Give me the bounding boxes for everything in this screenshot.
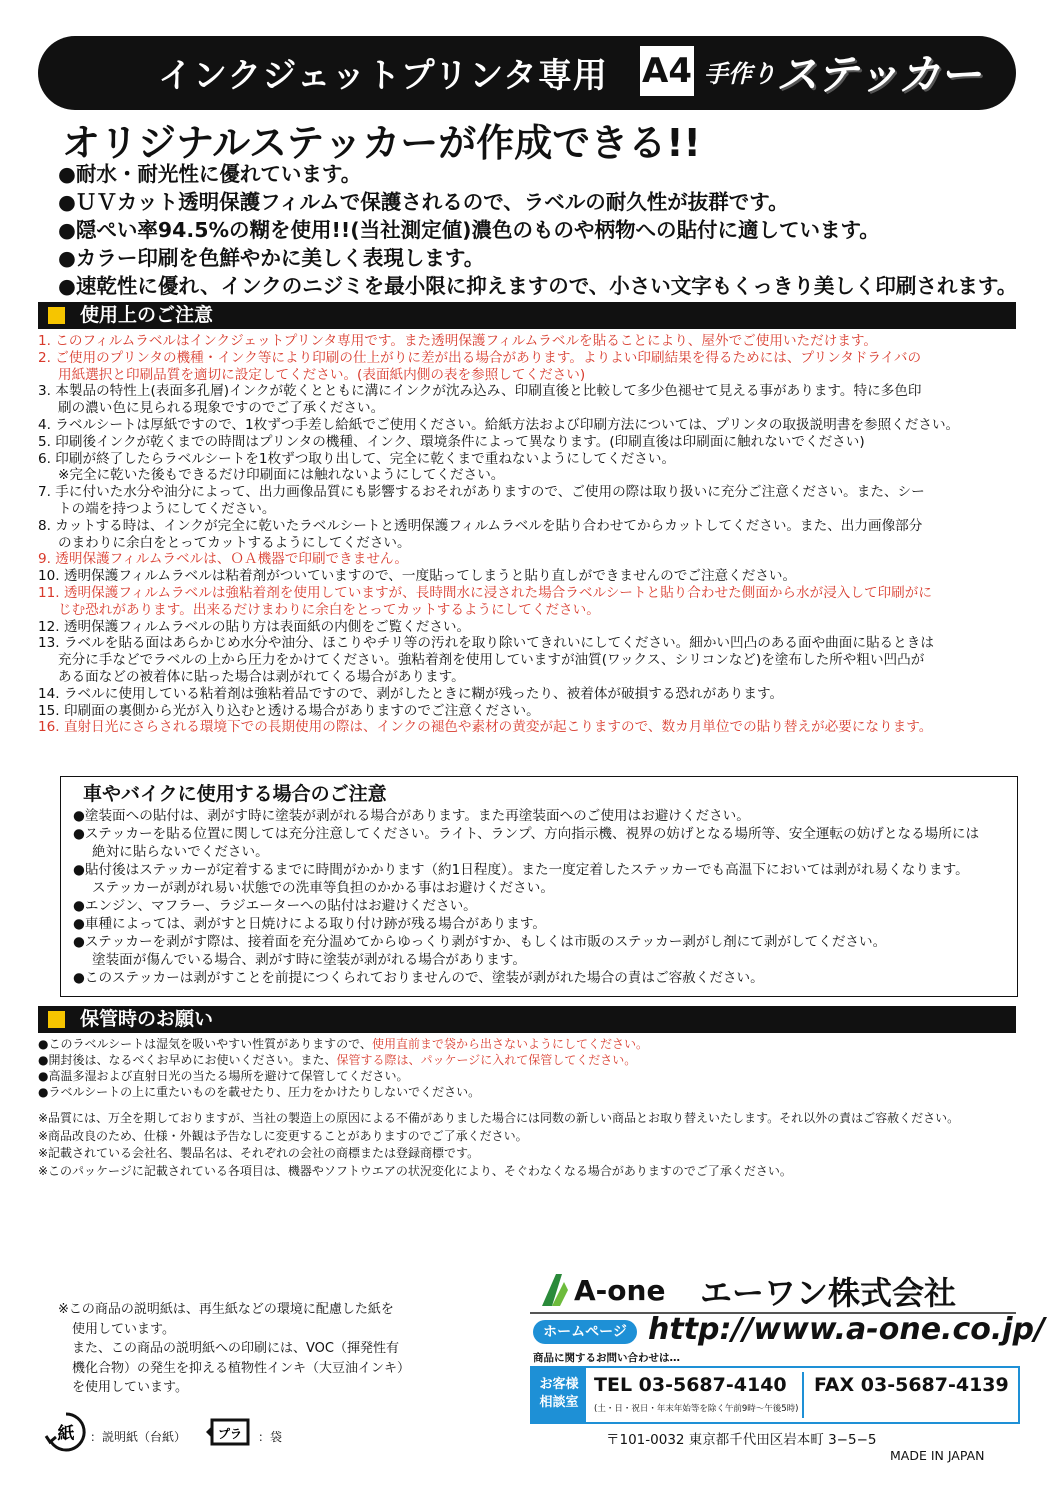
usage-note-line: 14. ラベルに使用している粘着剤は強粘着品ですので、剥がしたときに糊が残ったり、被着体が破損する恐れがあります。 [38,685,784,702]
storage-item-warning: 使用直前まで袋から出さないようにしてください。 [371,1037,648,1051]
car-notice-line: 塗装面が傷んでいる場合、剥がす時に塗装が剥がれる場合があります。 [92,952,526,968]
storage-item [38,1036,648,1052]
car-notice-box [60,776,1018,997]
usage-note-line: ある面などの被着体に貼った場合は剥がれてくる場合があります。 [58,668,465,685]
recycle-line: また、この商品の説明紙への印刷には、VOC（揮発性有 [72,1341,399,1356]
recycle-note [58,1300,410,1398]
storage-item-text: ●開封後は、なるべくお早めにお使いください。また、 [38,1053,337,1067]
disclaimer-item: ※このパッケージに記載されている各項目は、機器やソフトウエアの状況変化により、そぐわなくなる場合がありますのでご了承ください。 [38,1163,792,1178]
usage-note-line: 10. 透明保護フィルムラベルは粘着剤がついていますので、一度貼ってしまうと貼り直しができませんのでご注意ください。 [38,568,797,585]
storage-section-title: 保管時のお願い [80,1008,214,1030]
usage-note-line: 11. 透明保護フィルムラベルは強粘着剤を使用していますが、長時間水に浸された場合ラベルシートと貼り合わせた側面から水が浸入して印刷がに [38,584,932,601]
usage-note-line: 13. ラベルを貼る面はあらかじめ水分や油分、ほこりやチリ等の汚れを取り除いてきれいにしてください。細かい凹凸のある面や曲面に貼るときは [38,635,934,652]
disclaimer-item: ※品質には、万全を期しておりますが、当社の製造上の原因による不備がありました場合には同数の新しい商品とお取り替えいたします。それ以外の責はご容赦ください。 [38,1111,960,1125]
usage-note-line: 4. ラベルシートは厚紙ですので、1枚ずつ手差し給紙でご使用ください。給紙方法および印刷方法については、プリンタの取扱説明書を参照ください。 [38,416,960,433]
car-notice-list [73,807,979,987]
customer-service-badge [532,1368,586,1422]
usage-note-line: 6. 印刷が終了したらラベルシートを1枚ずつ取り出して、完全に乾くまで重ねないようにしてください。 [38,450,676,467]
storage-item-text: ●ラベルシートの上に重たいものを載せたり、圧力をかけたりしないでください。 [38,1085,481,1099]
usage-note-line: 9. 透明保護フィルムラベルは、ＯＡ機器で印刷できません。 [38,551,408,568]
feature-item: ●ＵＶカット透明保護フィルムで保護されるので、ラベルの耐久性が抜群です。 [58,190,789,214]
made-in-label: MADE IN JAPAN [890,1448,985,1463]
storage-list [38,1036,648,1100]
usage-note-line: 3. 本製品の特性上(表面多孔層)インクが乾くとともに溝にインクが沈み込み、印刷直後と比較して多少色褪せて見える事があります。特に多色印 [38,383,922,400]
tag-large: ステッカー [776,50,981,99]
company-name: エーワン株式会社 [700,1274,957,1312]
tel-number: TEL 03-5687-4140 [594,1374,787,1396]
usage-note-line: 1. このフィルムラベルはインクジェットプリンタ専用です。また透明保護フィルムラベルを貼ることにより、屋外でご使用いただけます。 [38,333,878,349]
fax-number: FAX 03-5687-4139 [814,1374,1009,1396]
storage-item-warning: 保管する際は、パッケージに入れて保管してください。 [336,1053,637,1067]
paper-mark-text: 紙 [57,1424,75,1444]
storage-item-text: ●このラベルシートは湿気を吸いやすい性質がありますので、 [38,1037,372,1051]
storage-section-header [38,1006,1016,1033]
size-badge: A4 [638,44,696,98]
homepage-badge: ホームページ [533,1320,637,1344]
plastic-mark-label: ：袋 [258,1430,283,1444]
storage-item [38,1052,648,1068]
company-address: 〒101-0032 東京都千代田区岩本町 3−5−5 [606,1432,877,1448]
car-notice-line: ●塗装面への貼付は、剥がす時に塗装が剥がれる場合があります。また再塗装面へのご使用はお避けください。 [73,808,750,824]
car-notice-line: 絶対に貼らないでください。 [92,844,269,860]
storage-item [38,1068,648,1084]
headline: オリジナルステッカーが作成できる!! [62,121,701,165]
usage-note-line: 充分に手などでラベルの上から圧力をかけてください。強粘着剤を使用していますが油質(ワックス、シリコンなど)を塗布した所や粗い凹凸が [58,652,925,669]
tag-small: 手作り [704,60,776,88]
usage-note-line: のまわりに余白をとってカットするようにしてください。 [58,534,411,551]
disclaimer-list [38,1110,959,1180]
cs-label-1: お客様 [539,1377,579,1392]
car-notice-line: ●エンジン、マフラー、ラジエーターへの貼付はお避けください。 [73,898,477,914]
cs-label-2: 相談室 [539,1395,579,1410]
usage-note-line: 12. 透明保護フィルムラベルの貼り方は表面紙の内側をご覧ください。 [38,618,471,635]
header-title: インクジェットプリンタ専用 [158,56,608,96]
feature-item: ●耐水・耐光性に優れています。 [58,162,362,186]
header-banner [38,36,1016,110]
plastic-recycle-icon [204,1410,256,1454]
usage-note-line: 2. ご使用のプリンタの機種・インク等により印刷の仕上がりに差が出る場合があります。よりよい印刷結果を得るためには、プリンタドライバの [38,349,922,366]
car-notice-line: ●ステッカーを剥がす際は、接着面を充分温めてからゆっくり剥がすか、もしくは市販のステッカー剥がし剤にて剥がしてください。 [73,934,887,950]
feature-item: ●カラー印刷を色鮮やかに美しく表現します。 [58,246,485,270]
usage-notes-list [38,333,1023,736]
storage-item [38,1084,648,1100]
feature-list [58,160,1017,300]
contact-box [530,1366,1020,1424]
divider [802,1372,804,1418]
recycle-line: 機化合物）の発生を抑える植物性インキ（大豆油インキ） [72,1360,411,1376]
usage-note-line: じむ恐れがあります。出来るだけまわりに余白をとってカットするようにしてください。 [58,601,600,618]
recycle-line: 使用しています。 [72,1321,175,1337]
usage-note-line: 刷の濃い色に見られる現象ですのでご了承ください。 [58,400,385,417]
usage-note-line: 15. 印刷面の裏側から光が入り込むと透ける場合がありますのでご注意ください。 [38,702,540,719]
paper-mark-label: ：説明紙（台紙） [90,1430,187,1444]
business-hours: (土・日・祝日・年末年始等を除く午前9時〜午後5時) [594,1404,799,1414]
company-logo-icon [540,1268,680,1310]
recycle-line: を使用しています。 [72,1380,188,1395]
usage-note-line: 7. 手に付いた水分や油分によって、出力画像品質にも影響するおそれがありますので、ご使用の際は取り扱いに充分ご注意ください。また、シー [38,484,925,501]
car-notice-line: ●車種によっては、剥がすと日焼けによる取り付け跡が残る場合があります。 [73,916,546,932]
company-url[interactable]: http://www.a-one.co.jp/ [648,1312,1045,1347]
section-marker-icon [48,1011,65,1028]
car-notice-line: ●貼付後はステッカーが定着するまでに時間がかかります（約1日程度）。また一度定着したステッカーでも高温下においては剥がれ易くなります。 [73,862,969,878]
usage-note-line: 用紙選択と印刷品質を適切に設定してください。(表面紙内側の表を参照してください) [58,366,586,383]
usage-note-line: ※完全に乾いた後もできるだけ印刷面には触れないようにしてください。 [58,467,505,484]
usage-note-line: 16. 直射日光にさらされる環境下での長期使用の際は、インクの褪色や素材の黄変が起こりますので、数カ月単位での貼り替えが必要になります。 [38,719,933,736]
usage-note-line: 8. カットする時は、インクが完全に乾いたラベルシートと透明保護フィルムラベルを貼り合わせてからカットしてください。また、出力画像部分 [38,517,923,534]
car-notice-line: ●ステッカーを貼る位置に関しては充分注意してください。ライト、ランプ、方向指示機、視界の妨げとなる場所等、安全運転の妨げとなる場所には [73,826,980,842]
usage-section-title: 使用上のご注意 [80,304,214,326]
disclaimer-item: ※商品改良のため、仕様・外観は予告なしに変更することがありますのでご了承ください。 [38,1128,528,1143]
disclaimer-item: ※記載されている会社名、製品名は、それぞれの会社の商標または登録商標です。 [38,1146,480,1160]
car-notice-line: ●このステッカーは剥がすことを前提につくられておりませんので、塗装が剥がれた場合の責はご容赦ください。 [73,970,764,986]
inquiry-label: 商品に関するお問い合わせは… [533,1352,680,1364]
section-marker-icon [48,307,65,324]
recycle-line: ※この商品の説明紙は、再生紙などの環境に配慮した紙を [58,1302,394,1317]
usage-section-header [38,302,1016,329]
storage-item-text: ●高温多湿および直射日光の当たる場所を避けて保管してください。 [38,1069,409,1083]
car-notice-line: ステッカーが剥がれ易い状態での洗車等負担のかかる事はお避けください。 [92,880,554,896]
car-section-title: 車やバイクに使用する場合のご注意 [83,783,387,805]
usage-note-line: トの端を持つようにしてください。 [58,500,276,517]
logo-text: A-one [574,1274,666,1307]
usage-note-line: 5. 印刷後インクが乾くまでの時間はプリンタの機種、インク、環境条件によって異なります。(印刷直後は印刷面に触れないでください) [38,433,865,450]
feature-item: ●速乾性に優れ、インクのニジミを最小限に抑えますので、小さい文字もくっきり美しく印刷されます。 [58,274,1018,298]
feature-item: ●隠ぺい率94.5%の糊を使用!!(当社測定値)濃色のものや柄物への貼付に適しています。 [58,218,880,242]
paper-recycle-icon [44,1410,88,1454]
plastic-mark-text: プラ [217,1427,243,1441]
